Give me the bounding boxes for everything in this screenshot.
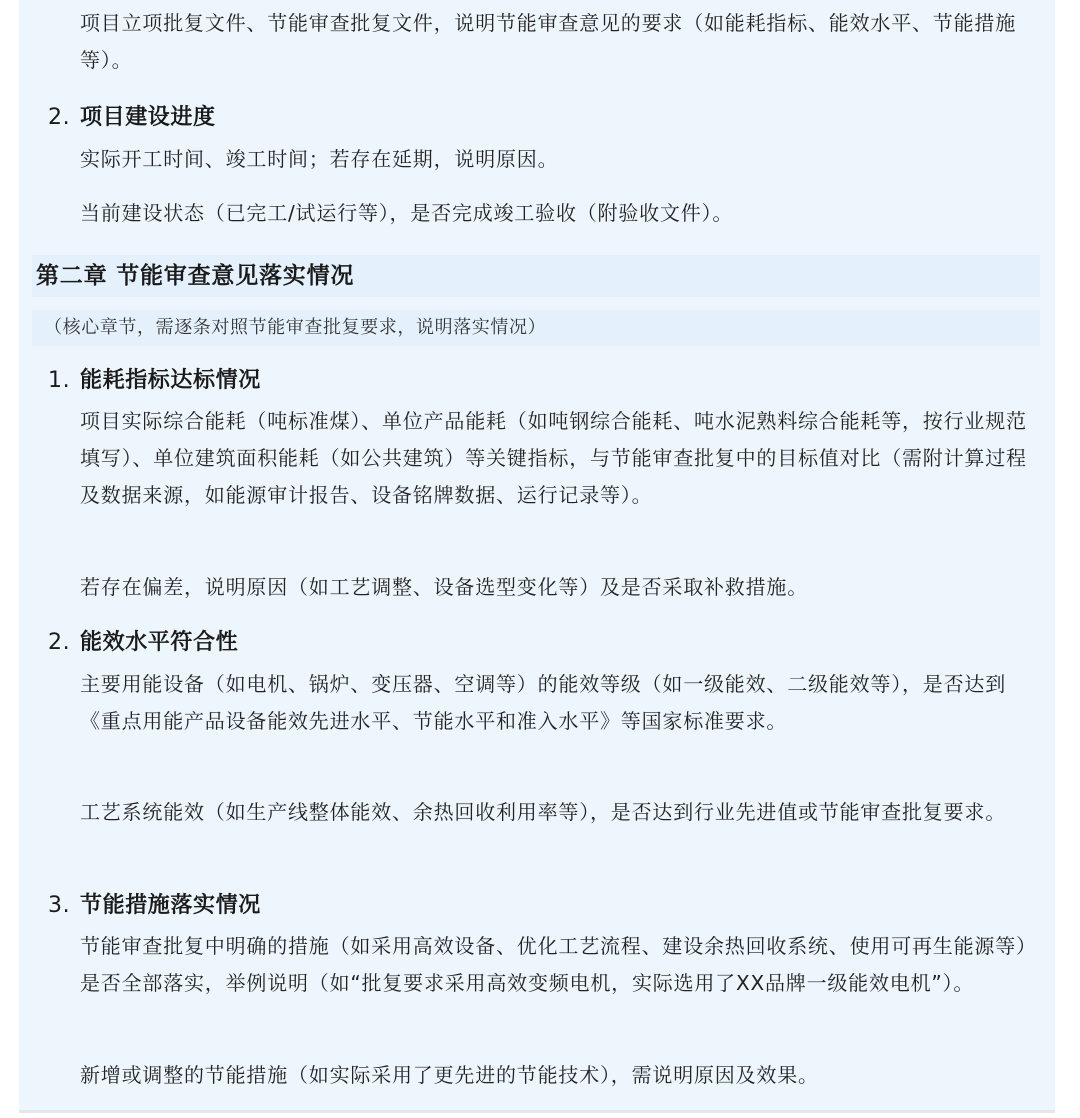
item-title: 项目建设进度	[80, 105, 216, 130]
efficiency-compliance-paragraph-2: 工艺系统能效（如生产线整体能效、余热回收利用率等），是否达到行业先进值或节能审查批复要求。	[80, 800, 1006, 824]
item-number: 3.	[48, 893, 71, 918]
item-number: 1.	[48, 368, 71, 393]
efficiency-compliance-paragraph-1: 主要用能设备（如电机、锅炉、变压器、空调等）的能效等级（如一级能效、二级能效等），是否达到《重点用能产品设备能效先进水平、节能水平和准入水平》等国家标准要求。	[80, 672, 1006, 733]
construction-progress-paragraph-2: 当前建设状态（已完工/试运行等），是否完成竣工验收（附验收文件）。	[80, 201, 734, 225]
item-title: 能耗指标达标情况	[80, 368, 261, 393]
item-number: 2.	[48, 105, 71, 130]
chapter-note: （核心章节，需逐条对照节能审查批复要求，说明落实情况）	[44, 317, 547, 338]
item-title: 能效水平符合性	[80, 630, 239, 655]
energy-indicators-paragraph-2: 若存在偏差，说明原因（如工艺调整、设备选型变化等）及是否采取补救措施。	[80, 575, 808, 599]
item-heading-construction-progress	[48, 102, 216, 134]
item-heading-efficiency-compliance	[48, 627, 238, 659]
item-heading-energy-indicators	[48, 365, 261, 397]
chapter-title: 第二章 节能审查意见落实情况	[36, 263, 355, 289]
item-number: 2.	[48, 630, 71, 655]
intro-paragraph: 项目立项批复文件、节能审查批复文件，说明节能审查意见的要求（如能耗指标、能效水平、节能措施等）。	[80, 11, 1016, 72]
bottom-divider	[19, 1110, 1055, 1113]
construction-progress-paragraph-1: 实际开工时间、竣工时间；若存在延期，说明原因。	[80, 147, 559, 171]
measures-implementation-paragraph-2: 新增或调整的节能措施（如实际采用了更先进的节能技术），需说明原因及效果。	[80, 1063, 819, 1087]
energy-indicators-paragraph-1: 项目实际综合能耗（吨标准煤）、单位产品能耗（如吨钢综合能耗、吨水泥熟料综合能耗等，按行业规范填写）、单位建筑面积能耗（如公共建筑）等关键指标，与节能审查批复中的目标值对比（需附计算过程及数据来源，如能源审计报告、设备铭牌数据、运行记录等）。	[80, 409, 1027, 507]
item-title: 节能措施落实情况	[80, 893, 261, 918]
measures-implementation-paragraph-1: 节能审查批复中明确的措施（如采用高效设备、优化工艺流程、建设余热回收系统、使用可再生能源等）是否全部落实，举例说明（如“批复要求采用高效变频电机，实际选用了XX品牌一级能效电机”）。	[80, 934, 1037, 995]
item-heading-measures-implementation	[48, 890, 261, 922]
